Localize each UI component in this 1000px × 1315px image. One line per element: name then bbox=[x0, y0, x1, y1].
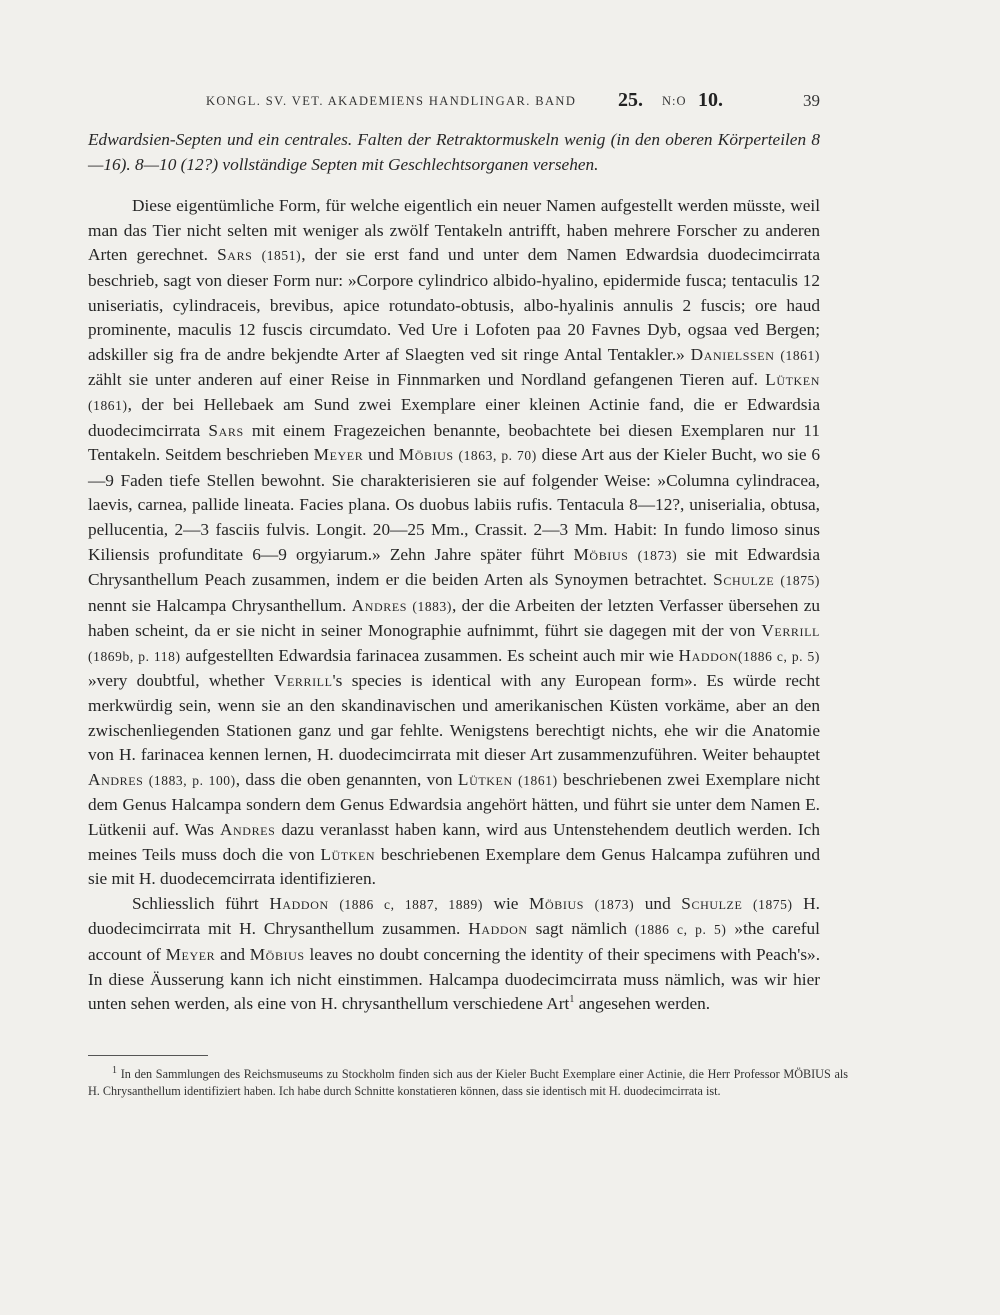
footnote-marker[interactable]: 1 bbox=[569, 994, 575, 1006]
issue-number: 10. bbox=[698, 89, 723, 111]
citation-year: (1851) bbox=[261, 248, 302, 264]
text-run: 's species is identical with any European form». Es würde recht merkwürdig sein, wenn sie an den skandinavischen und amerikanischen Küsten vorkäme, aber an den zwischenliegenden Stationen ganz und gar fehlte. Wenigstens berechtigt nichts, ehe wir die Anatomie von H. farinacea kennen lernen, H. duodecimcirrata mit dieser Art zusammenzuführen. Weiter behauptet bbox=[88, 671, 820, 765]
author-name: Verrill bbox=[273, 671, 333, 691]
text-run: and bbox=[220, 945, 245, 964]
citation-year: (1861) bbox=[780, 347, 820, 363]
text-run: dazu veranlasst haben kann, wird aus Untenstehendem deutlich werden. Ich meines Teils muss doch die von bbox=[88, 820, 820, 864]
text-run: diese Art aus der Kieler Bucht, wo sie 6—9 Faden tiefe Stellen bewohnt. Sie charakterisieren sie auf folgender Weise: »Columna cylindracea, laevis, carnea, pallide lineata. Facies plana. Os duobus labiis rufis. Tentacula 8—12?, uniserialia, obtusa, pellucentia, 2—3 fasciis fulvis. Longit. 20—25 Mm., Crassit. 2—3 Mm. Habit: In fundo limoso sinus Kiliensis profunditate 6—9 orgyiarum.» Zehn Jahre später führt bbox=[88, 445, 820, 564]
text-run: und bbox=[644, 893, 671, 913]
author-name: Meyer bbox=[313, 445, 364, 465]
page-number: 39 bbox=[803, 91, 820, 110]
text-run: »very doubtful, whether bbox=[88, 671, 265, 691]
author-name: Möbius bbox=[529, 893, 585, 913]
author-name: Haddon bbox=[269, 893, 329, 913]
journal-title: KONGL. SV. VET. AKADEMIENS HANDLINGAR. BAND bbox=[206, 94, 577, 108]
text-run: beschriebenen zwei Exemplare nicht dem Genus Halcampa sondern dem Genus Edwardsia angehört hätten, und führt sie unter dem Namen E. Lütkenii auf. Was bbox=[88, 769, 820, 840]
citation-year: (1883) bbox=[412, 598, 452, 614]
citation-year: (1861) bbox=[88, 397, 128, 413]
text-run: , der sie erst fand und unter dem Namen Edwardsia duodecimcirrata beschrieb, sagt von dieser Form nur: »Corpore cylindrico albido-hyalino, epidermide fusca; tentaculis 12 uniseriatis, cylindraceis, brevibus, apice rotundato-obtusis, albo-hyalinis annulis 2 fuscis; ore haud prominente, maculis 12 fuscis circumdato. Ved Ure i Lofoten paa 20 Favnes Dyb, ogsaa ved Bergen; adskiller sig fra de andre bekjendte Arter af Slaegten ved sit ringe Antal Tentakler.» bbox=[88, 245, 820, 364]
author-name: Lütken bbox=[457, 769, 513, 789]
text-run: sie mit Edwardsia Chrysanthellum Peach zusammen, indem er die beiden Arten als Synoymen betrachtet. bbox=[88, 544, 821, 590]
text-run: , der die Arbeiten der letzten Verfasser übersehen zu haben scheint, da er sie nicht in seiner Monographie aufnimmt, führt sie dagegen mit der von bbox=[88, 595, 821, 641]
text-run: leaves no doubt concerning the identity of their specimens with Peach's». In diese Äusserung kann ich nicht einstimmen. Halcampa duodecimcirrata muss nämlich, was wir hier unten sehen werden, als eine von H. chrysanthellum verschiedene Art bbox=[88, 945, 821, 1014]
author-name: Haddon bbox=[468, 919, 528, 939]
citation-year: (1875) bbox=[753, 896, 793, 912]
author-name: Haddon bbox=[678, 645, 738, 665]
author-name: Meyer bbox=[165, 945, 216, 964]
author-name: Sars bbox=[217, 245, 253, 265]
footnote-text-line bbox=[88, 1066, 848, 1101]
text-run: mit einem Fragezeichen benannte, beobachtete bei diesen Exemplaren nur 11 Tentakeln. Seitdem beschrieben bbox=[88, 420, 820, 465]
volume-number: 25. bbox=[618, 89, 643, 111]
text-run: , dass die oben genannten, von bbox=[235, 769, 453, 789]
body-text bbox=[88, 128, 820, 1017]
citation-year: (1883, p. 100) bbox=[148, 772, 236, 788]
author-name: Andres bbox=[219, 820, 276, 840]
footnote-divider bbox=[88, 1055, 208, 1056]
citation-year: (1886 c, p. 5) bbox=[634, 922, 727, 938]
text-run: Diese eigentümliche Form, für welche eigentlich ein neuer Namen aufgestellt werden müsste, weil man das Tier nicht selten mit weniger als zwölf Tentakeln antrifft, haben mehrere Forscher zu anderen Arten gerechnet. bbox=[88, 196, 820, 265]
author-name: Schulze bbox=[713, 570, 775, 590]
author-name: Lütken bbox=[320, 844, 376, 864]
author-name: Schulze bbox=[681, 893, 743, 913]
running-header bbox=[88, 88, 820, 114]
footnote bbox=[88, 1066, 848, 1101]
author-name: Danielssen bbox=[690, 344, 775, 364]
text-run: beschriebenen Exemplare dem Genus Halcampa zuführen und sie mit H. duodecemcirrata identifizieren. bbox=[88, 844, 820, 889]
citation-year: (1863, p. 70) bbox=[458, 448, 537, 464]
citation-year: (1886 c, p. 5) bbox=[737, 648, 820, 664]
citation-year: (1861) bbox=[518, 772, 558, 788]
issue-label: N:O bbox=[662, 94, 687, 108]
text-run: wie bbox=[493, 893, 519, 913]
author-name: Lütken bbox=[765, 370, 820, 390]
author-name: Andres bbox=[351, 595, 408, 615]
text-run: nennt sie Halcampa Chrysanthellum. bbox=[88, 595, 347, 615]
citation-year: (1873) bbox=[637, 547, 678, 563]
citation-year: (1886 c, 1887, 1889) bbox=[339, 896, 483, 912]
text-run: , der bei Hellebaek am Sund zwei Exemplare einer kleinen Actinie fand, die er Edwardsia duodecimcirrata bbox=[88, 394, 820, 440]
text-run: »the careful account of bbox=[88, 919, 820, 964]
author-name: Möbius bbox=[398, 445, 454, 465]
citation-year: (1869b, p. 118) bbox=[88, 648, 181, 664]
text-run: H. duodecimcirrata mit H. Chrysanthellum zusammen. bbox=[88, 893, 820, 939]
author-name: Möbius bbox=[249, 945, 305, 964]
author-name: Möbius bbox=[573, 544, 629, 564]
intro-paragraph: Edwardsien-Septen und ein centrales. Falten der Retraktormuskeln wenig (in den oberen Körperteilen 8—16). 8—10 (12?) vollständige Septen mit Geschlechtsorganen versehen. bbox=[88, 130, 820, 174]
footnote-number: 1 bbox=[112, 1064, 117, 1076]
author-name: Verrill bbox=[761, 621, 820, 641]
footnote-text: In den Sammlungen des Reichsmuseums zu Stockholm finden sich aus der Kieler Bucht Exemplare einer Actinie, die Herr Professor MÖBIUS als H. Chrysanthellum identifiziert haben. Ich habe durch Schnitte konstatieren können, dass sie identisch mit H. duodecimcirrata ist. bbox=[88, 1067, 848, 1099]
author-name: Andres bbox=[88, 769, 144, 789]
paragraph-2 bbox=[88, 892, 820, 1017]
text-run: angesehen werden. bbox=[578, 994, 711, 1014]
paragraph-1 bbox=[88, 194, 820, 892]
citation-year: (1875) bbox=[780, 573, 820, 589]
text-run: aufgestellten Edwardsia farinacea zusammen. Es scheint auch mir wie bbox=[185, 645, 674, 665]
citation-year: (1873) bbox=[594, 896, 635, 912]
text-run: Schliesslich führt bbox=[132, 893, 259, 913]
text-run: und bbox=[368, 445, 394, 465]
text-run: sagt nämlich bbox=[535, 919, 628, 939]
author-name: Sars bbox=[208, 420, 244, 440]
text-run: zählt sie unter anderen auf einer Reise in Finnmarken und Nordland gefangenen Tieren auf. bbox=[88, 370, 758, 390]
